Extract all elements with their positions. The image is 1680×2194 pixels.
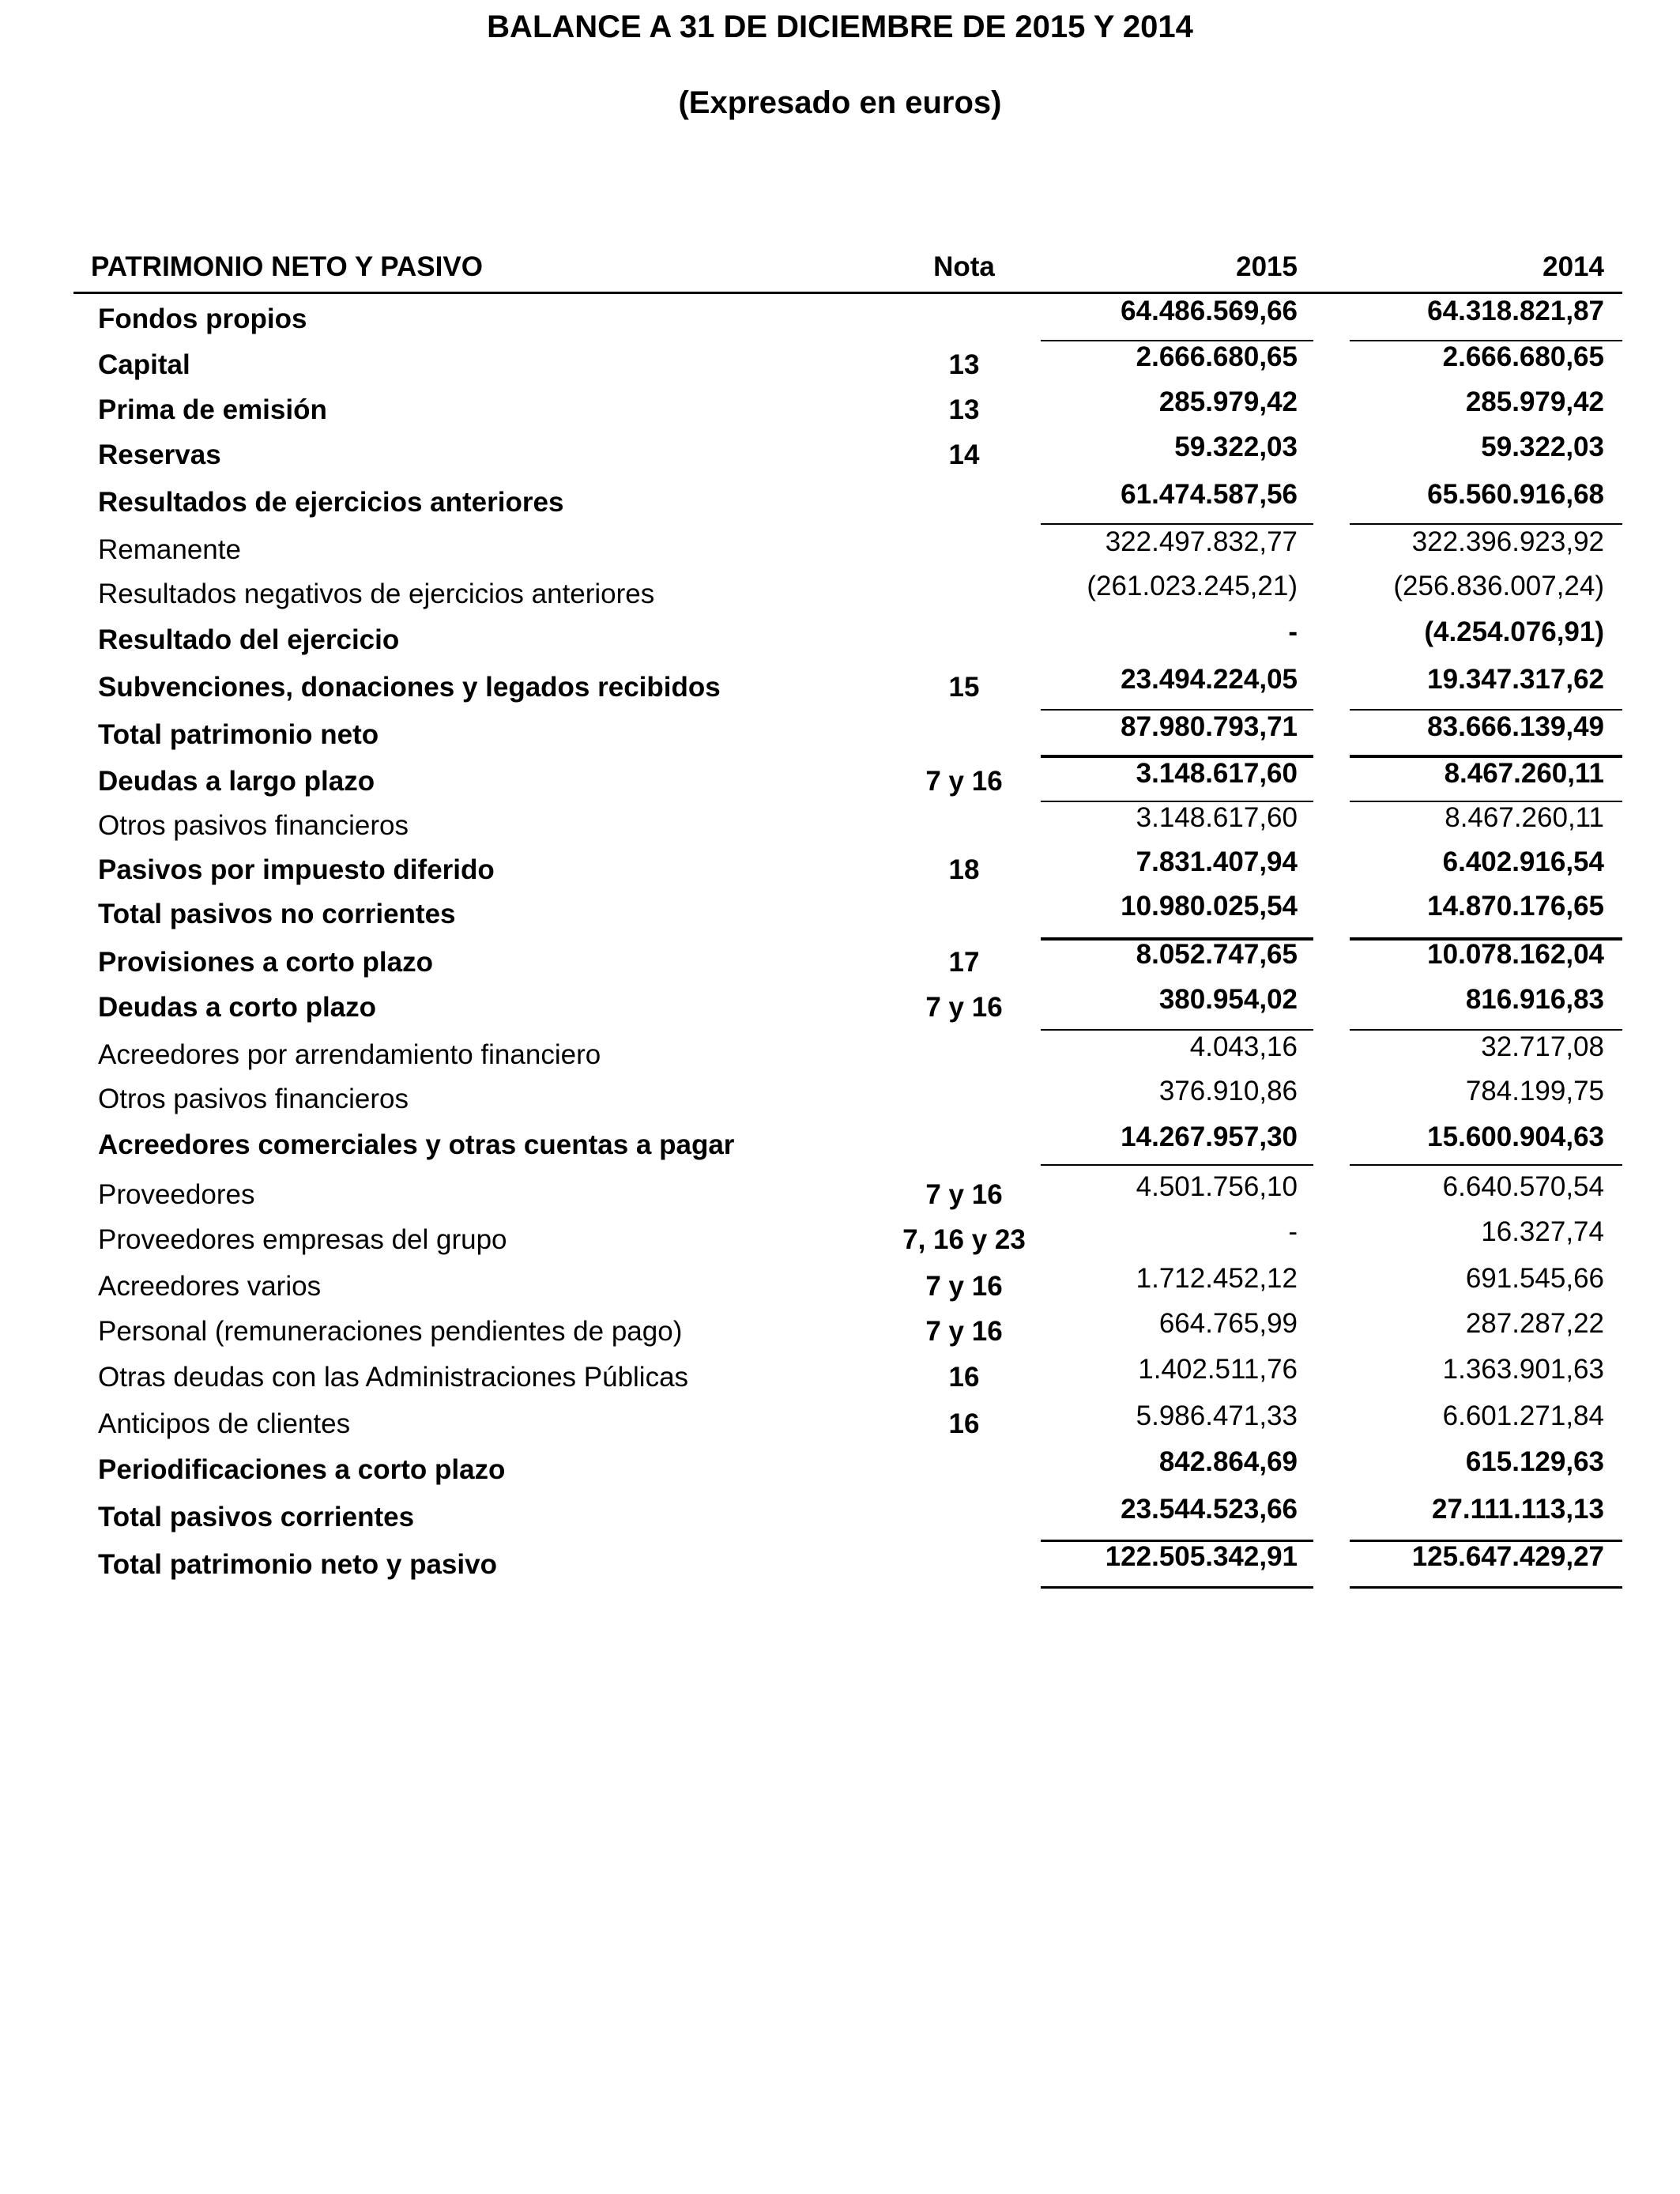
row-value-2015: 14.267.957,30: [1121, 1122, 1298, 1152]
column-rule: [1350, 801, 1622, 802]
row-label: Otras deudas con las Administraciones Públicas: [98, 1362, 689, 1393]
column-rule: [1041, 340, 1313, 341]
row-value-2015: 10.980.025,54: [1121, 891, 1298, 922]
row-label: Proveedores: [98, 1179, 255, 1210]
table-row: [0, 1169, 1680, 1215]
column-rule: [1041, 1586, 1313, 1589]
column-rule: [1041, 1164, 1313, 1166]
row-label: Anticipos de clientes: [98, 1408, 351, 1439]
row-nota: 7 y 16: [925, 1179, 1003, 1210]
header-nota: Nota: [933, 251, 995, 282]
table-row: [0, 293, 1680, 339]
document-subtitle: (Expresado en euros): [678, 85, 1002, 120]
row-value-2014: 1.363.901,63: [1442, 1354, 1604, 1385]
column-rule: [1041, 755, 1313, 758]
row-value-2014: 15.600.904,63: [1427, 1122, 1604, 1152]
row-value-2015: 8.052.747,65: [1136, 939, 1298, 970]
table-row: [0, 1444, 1680, 1490]
column-rule: [1041, 801, 1313, 802]
row-value-2015: 4.501.756,10: [1136, 1171, 1298, 1202]
row-value-2014: 615.129,63: [1465, 1446, 1604, 1477]
table-row: [0, 1398, 1680, 1444]
row-value-2015: 322.497.832,77: [1105, 526, 1298, 557]
row-value-2014: 8.467.260,11: [1445, 802, 1604, 833]
table-row: [0, 1119, 1680, 1165]
row-value-2014: 6.640.570,54: [1442, 1171, 1604, 1202]
row-value-2015: -: [1288, 1216, 1298, 1247]
row-value-2015: 7.831.407,94: [1136, 846, 1298, 877]
column-rule: [1350, 937, 1622, 941]
row-value-2014: 816.916,83: [1465, 984, 1604, 1015]
table-row: [0, 1073, 1680, 1119]
row-value-2014: (4.254.076,91): [1424, 616, 1604, 647]
row-value-2014: 14.870.176,65: [1427, 891, 1604, 922]
row-nota: 7, 16 y 23: [902, 1224, 1026, 1255]
row-label: Prima de emisión: [98, 394, 327, 425]
row-label: Otros pasivos financieros: [98, 1084, 409, 1114]
table-row: [0, 1214, 1680, 1260]
column-rule: [1350, 755, 1622, 758]
table-row: [0, 1261, 1680, 1306]
row-label: Periodificaciones a corto plazo: [98, 1454, 506, 1485]
row-value-2014: 125.647.429,27: [1411, 1541, 1604, 1572]
row-value-2014: 83.666.139,49: [1427, 711, 1604, 742]
row-label: Deudas a largo plazo: [98, 766, 375, 797]
row-value-2015: 23.544.523,66: [1121, 1494, 1298, 1525]
row-value-2014: 691.545,66: [1465, 1263, 1604, 1294]
table-row: [0, 709, 1680, 755]
table-row: [0, 662, 1680, 707]
column-rule: [1350, 523, 1622, 525]
row-label: Total pasivos no corrientes: [98, 899, 456, 929]
row-nota: 17: [948, 947, 980, 978]
column-rule: [1041, 523, 1313, 525]
table-row: [0, 1306, 1680, 1351]
row-value-2014: 322.396.923,92: [1411, 526, 1604, 557]
table-row: [0, 384, 1680, 430]
row-value-2014: 2.666.680,65: [1442, 341, 1604, 372]
row-label: Total pasivos corrientes: [98, 1502, 415, 1532]
row-label: Pasivos por impuesto diferido: [98, 854, 495, 885]
column-rule: [1350, 1164, 1622, 1166]
header-2014: 2014: [1543, 251, 1604, 282]
row-label: Deudas a corto plazo: [98, 992, 377, 1023]
row-label: Subvenciones, donaciones y legados recibidos: [98, 672, 721, 703]
row-value-2015: 842.864,69: [1158, 1446, 1298, 1477]
row-value-2015: -: [1288, 616, 1298, 647]
row-value-2015: 5.986.471,33: [1136, 1400, 1298, 1431]
table-row: [0, 614, 1680, 660]
row-nota: 16: [948, 1362, 980, 1393]
row-label: Reservas: [98, 439, 221, 470]
row-label: Remanente: [98, 534, 241, 565]
row-value-2014: 65.560.916,68: [1427, 479, 1604, 510]
row-value-2014: 6.402.916,54: [1442, 846, 1604, 877]
row-value-2014: 10.078.162,04: [1427, 939, 1604, 970]
row-value-2015: 23.494.224,05: [1121, 664, 1298, 695]
row-nota: 18: [948, 854, 980, 885]
row-value-2014: 27.111.113,13: [1431, 1494, 1604, 1525]
row-label: Proveedores empresas del grupo: [98, 1224, 507, 1255]
row-value-2015: 1.712.452,12: [1136, 1263, 1298, 1294]
row-value-2015: 64.486.569,66: [1121, 296, 1298, 326]
row-label: Personal (remuneraciones pendientes de pago): [98, 1316, 683, 1347]
row-label: Acreedores varios: [98, 1271, 322, 1302]
header-label: PATRIMONIO NETO Y PASIVO: [91, 251, 483, 282]
row-value-2015: 4.043,16: [1189, 1031, 1298, 1062]
row-label: Total patrimonio neto y pasivo: [98, 1549, 497, 1580]
row-label: Provisiones a corto plazo: [98, 947, 433, 978]
column-rule: [1041, 709, 1313, 711]
row-value-2014: 8.467.260,11: [1444, 758, 1604, 789]
row-nota: 7 y 16: [925, 1316, 1003, 1347]
row-label: Resultados negativos de ejercicios anteriores: [98, 579, 655, 609]
row-nota: 14: [948, 439, 980, 470]
row-value-2014: 32.717,08: [1481, 1031, 1604, 1062]
row-value-2014: 19.347.317,62: [1427, 664, 1604, 695]
row-value-2015: 376.910,86: [1158, 1076, 1298, 1106]
row-nota: 7 y 16: [925, 992, 1003, 1023]
row-value-2014: (256.836.007,24): [1393, 571, 1604, 601]
row-label: Total patrimonio neto: [98, 719, 379, 750]
row-value-2014: 16.327,74: [1481, 1216, 1604, 1247]
row-nota: 7 y 16: [925, 1271, 1003, 1302]
table-row: [0, 477, 1680, 522]
row-value-2015: 285.979,42: [1158, 386, 1298, 417]
row-label: Acreedores por arrendamiento financiero: [98, 1039, 601, 1070]
row-value-2014: 64.318.821,87: [1427, 296, 1604, 326]
row-value-2015: 1.402.511,76: [1138, 1354, 1298, 1385]
table-row: [0, 1539, 1680, 1585]
table-row: [0, 1351, 1680, 1397]
column-rule: [1350, 340, 1622, 341]
row-value-2015: (261.023.245,21): [1087, 571, 1298, 601]
row-nota: 16: [948, 1408, 980, 1439]
table-row: [0, 888, 1680, 934]
row-value-2014: 784.199,75: [1465, 1076, 1604, 1106]
row-label: Resultado del ejercicio: [98, 624, 400, 655]
column-rule: [1350, 1586, 1622, 1589]
row-value-2014: 59.322,03: [1481, 432, 1604, 462]
row-nota: 15: [948, 672, 980, 703]
table-row: [0, 568, 1680, 614]
column-rule: [1350, 1540, 1622, 1542]
row-value-2015: 59.322,03: [1174, 432, 1298, 462]
table-row: [0, 429, 1680, 475]
row-nota: 13: [948, 349, 980, 380]
row-nota: 7 y 16: [925, 766, 1003, 797]
row-value-2015: 61.474.587,56: [1121, 479, 1298, 510]
table-row: [0, 982, 1680, 1027]
column-rule: [1041, 1540, 1313, 1542]
row-value-2014: 6.601.271,84: [1442, 1400, 1604, 1431]
column-rule: [1350, 709, 1622, 711]
row-label: Acreedores comerciales y otras cuentas a pagar: [98, 1129, 735, 1160]
row-value-2015: 2.666.680,65: [1136, 341, 1298, 372]
document-title: BALANCE A 31 DE DICIEMBRE DE 2015 Y 2014: [487, 9, 1193, 44]
column-rule: [1041, 1029, 1313, 1031]
table-row: [0, 339, 1680, 385]
row-value-2015: 3.148.617,60: [1136, 758, 1298, 789]
row-value-2015: 3.148.617,60: [1136, 802, 1298, 833]
row-value-2015: 664.765,99: [1158, 1308, 1298, 1339]
row-label: Fondos propios: [98, 303, 307, 334]
row-label: Resultados de ejercicios anteriores: [98, 487, 564, 518]
table-row: [0, 1491, 1680, 1537]
row-label: Capital: [98, 349, 190, 380]
column-rule: [1041, 937, 1313, 941]
column-rule: [1350, 1029, 1622, 1031]
header-2015: 2015: [1236, 251, 1298, 282]
row-value-2015: 122.505.342,91: [1105, 1541, 1298, 1572]
row-value-2015: 380.954,02: [1158, 984, 1298, 1015]
row-nota: 13: [948, 394, 980, 425]
row-label: Otros pasivos financieros: [98, 810, 409, 841]
row-value-2015: 87.980.793,71: [1121, 711, 1298, 742]
row-value-2014: 287.287,22: [1465, 1308, 1604, 1339]
row-value-2014: 285.979,42: [1465, 386, 1604, 417]
table-row: [0, 937, 1680, 982]
